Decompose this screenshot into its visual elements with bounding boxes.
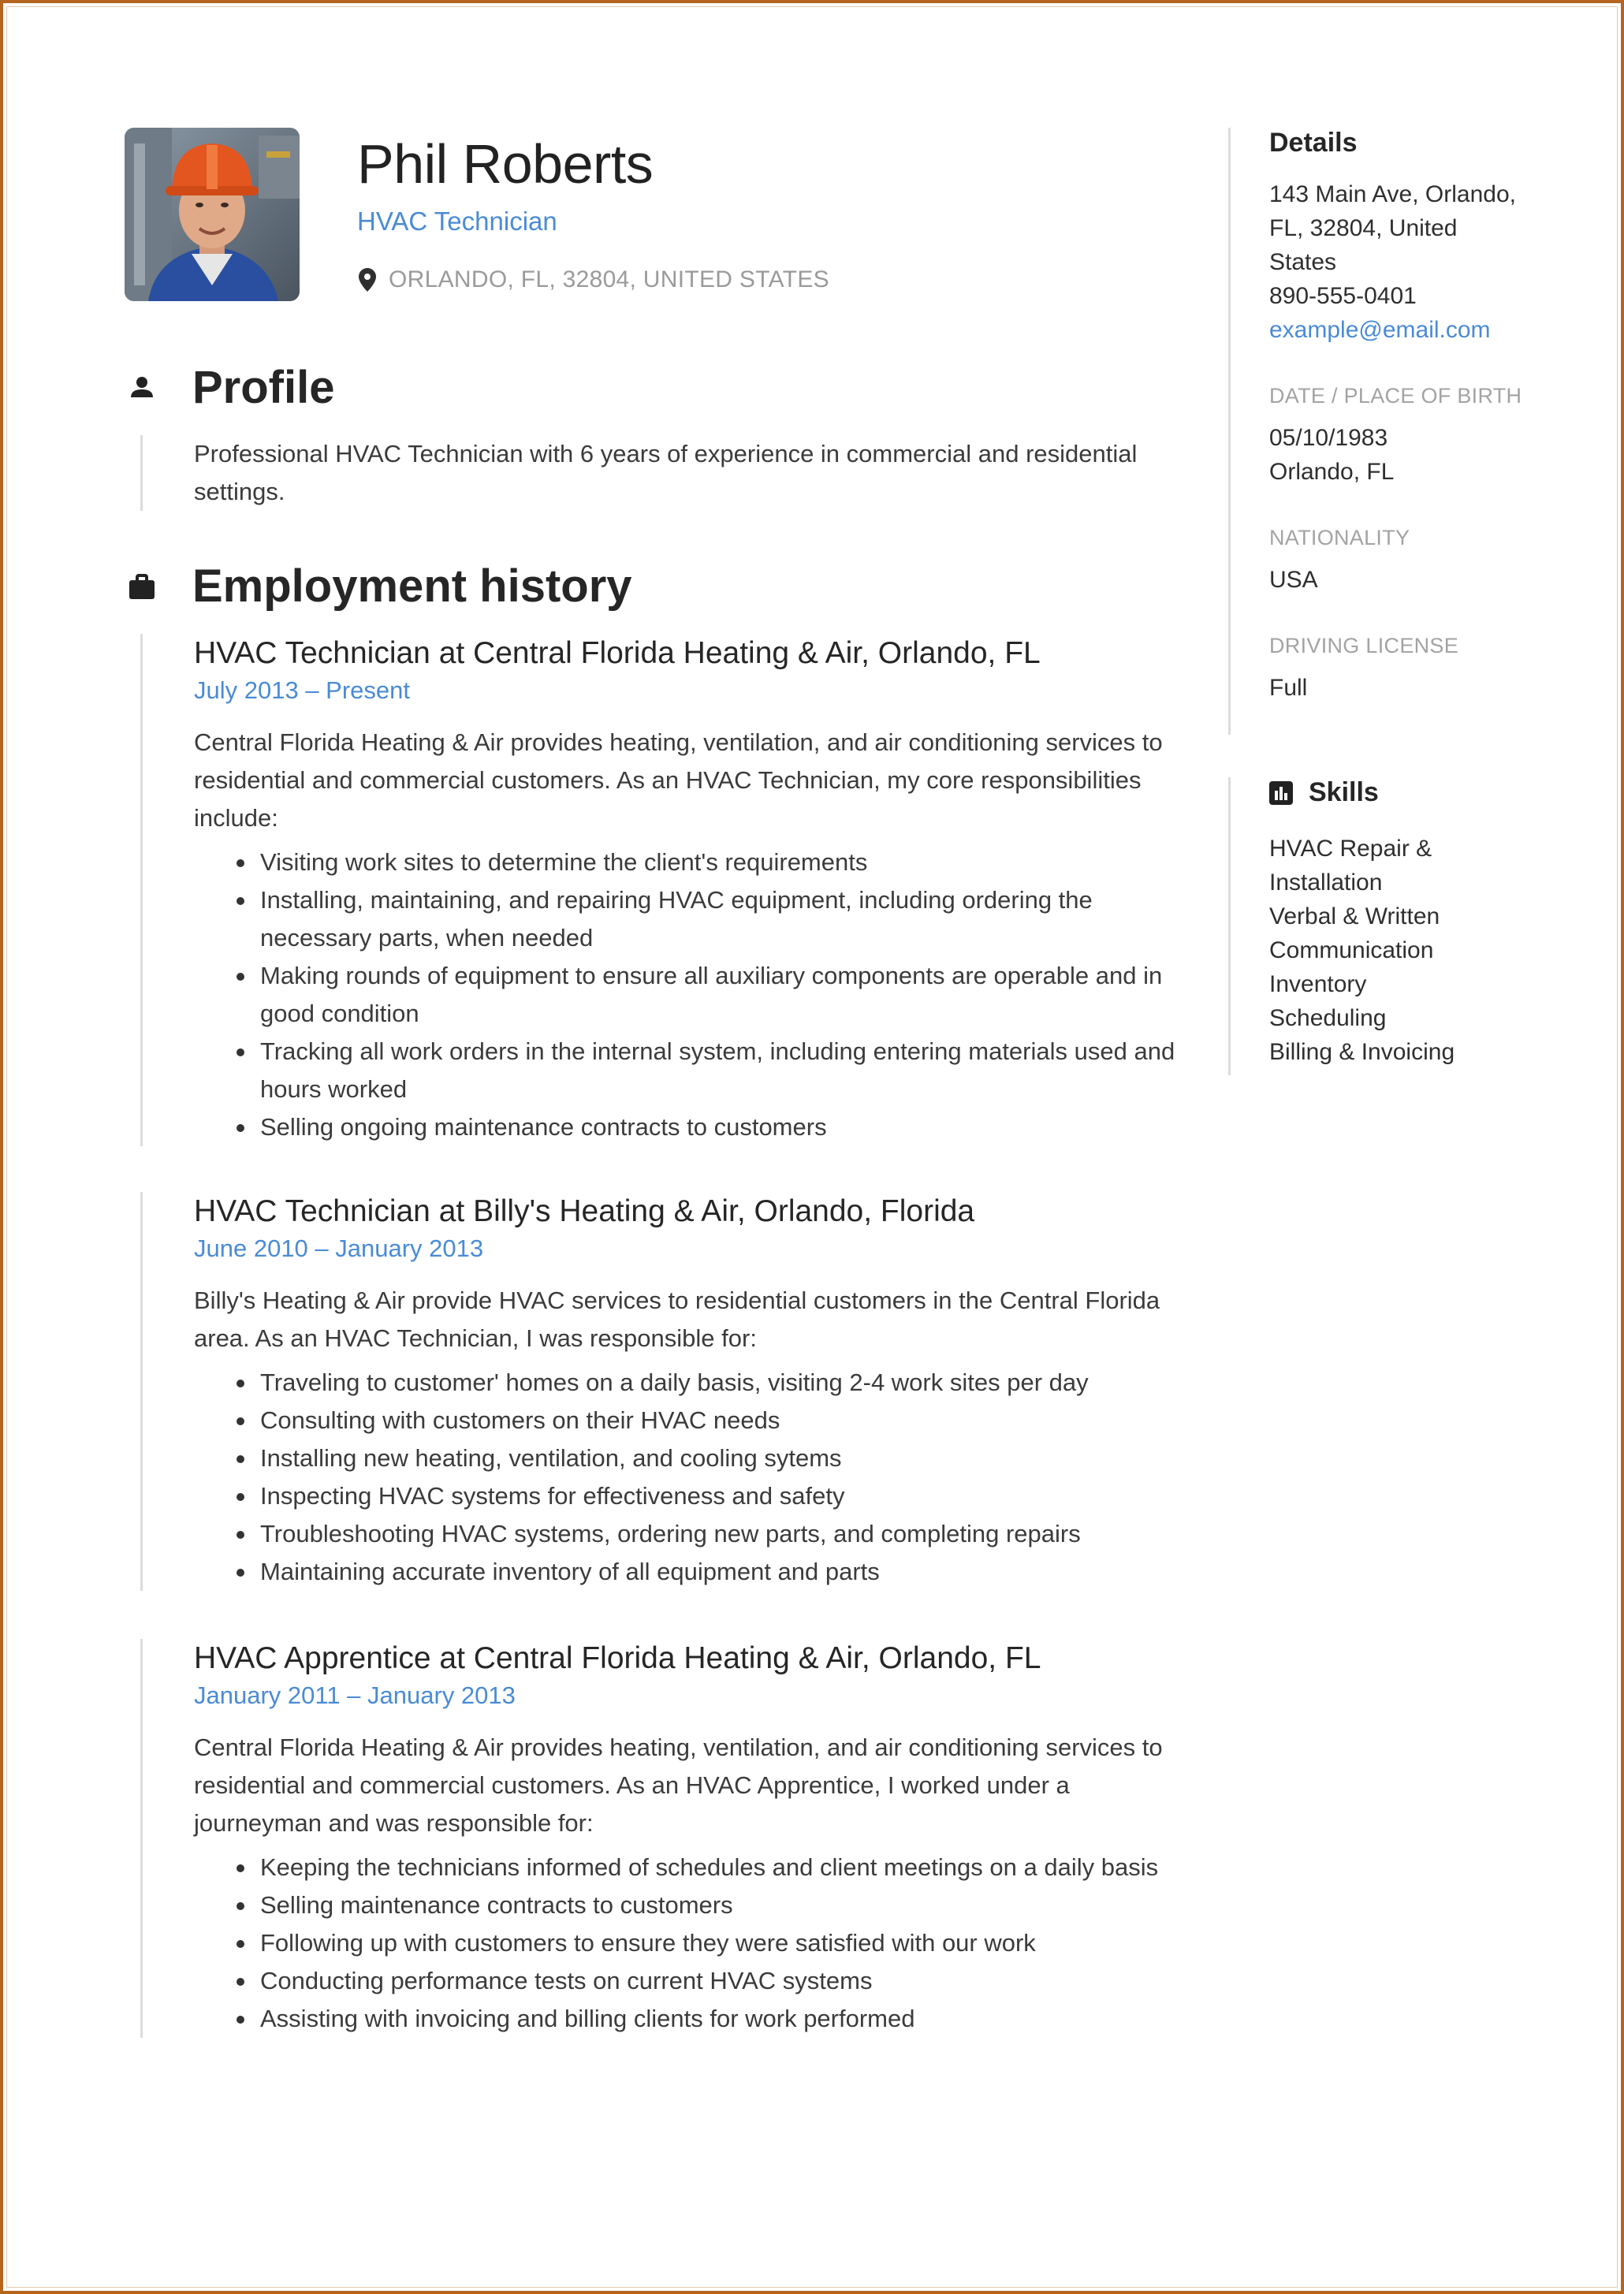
skills-header	[1269, 777, 1585, 808]
skill-item: Verbal & Written	[1269, 903, 1440, 929]
profile-title: Profile	[192, 362, 335, 413]
list-item: Installing new heating, ventilation, and cooling sytems	[194, 1439, 1181, 1477]
job-description: Billy's Heating & Air provide HVAC services to residential customers in the Central Florida area. As an HVAC Technician, I was responsible for:	[194, 1287, 1160, 1352]
list-item: Conducting performance tests on current HVAC systems	[194, 1962, 1181, 2000]
briefcase-icon	[126, 571, 158, 602]
list-item: Inspecting HVAC systems for effectiveness and safety	[194, 1477, 1181, 1515]
address-line: FL, 32804, United	[1269, 215, 1458, 241]
profile-section-header	[126, 361, 335, 414]
skill-item: Inventory	[1269, 971, 1367, 997]
job-responsibilities	[194, 843, 1181, 1146]
address-line: States	[1269, 249, 1337, 275]
nationality-value: USA	[1269, 567, 1318, 593]
list-item: Making rounds of equipment to ensure all auxiliary components are operable and in good condition	[194, 957, 1181, 1033]
list-item: Visiting work sites to determine the client's requirements	[194, 843, 1181, 881]
skills-divider	[1228, 777, 1231, 1075]
email-link[interactable]: example@email.com	[1269, 317, 1491, 343]
location-text: ORLANDO, FL, 32804, UNITED STATES	[389, 266, 829, 292]
employment-title: Employment history	[192, 560, 632, 612]
location-pin-icon	[359, 268, 376, 292]
skill-item: Installation	[1269, 870, 1383, 896]
birth-label: DATE / PLACE OF BIRTH	[1269, 384, 1522, 408]
job-heading: HVAC Apprentice at Central Florida Heating & Air, Orlando, FL	[194, 1641, 1041, 1675]
job-description: Central Florida Heating & Air provides heating, ventilation, and air conditioning services to residential and commercial customers. As an HVAC Technician, my core responsibilities include:	[194, 728, 1163, 832]
list-item: Following up with customers to ensure they were satisfied with our work	[194, 1924, 1181, 1962]
phone-number: 890-555-0401	[1269, 283, 1417, 309]
license-value: Full	[1269, 675, 1308, 701]
details-divider	[1228, 128, 1231, 735]
person-icon	[126, 372, 158, 404]
job-entry-1	[140, 634, 1181, 1146]
job-entry-2	[140, 1192, 1181, 1591]
profile-summary: Professional HVAC Technician with 6 years of experience in commercial and residential settings.	[194, 440, 1138, 505]
job-description: Central Florida Heating & Air provides heating, ventilation, and air conditioning services to residential and commercial customers. As an HVAC Apprentice, I worked under a journeyman and was responsible for:	[194, 1734, 1163, 1837]
skills-panel	[1269, 777, 1585, 1069]
license-label: DRIVING LICENSE	[1269, 634, 1459, 657]
skill-item: HVAC Repair &	[1269, 836, 1432, 862]
profile-photo	[125, 128, 300, 301]
skill-item: Billing & Invoicing	[1269, 1039, 1455, 1065]
job-heading: HVAC Technician at Billy's Heating & Air, Orlando, Florida	[194, 1194, 975, 1228]
list-item: Installing, maintaining, and repairing HVAC equipment, including ordering the necessary parts, when needed	[194, 881, 1181, 957]
profile-block	[140, 435, 1181, 511]
list-item: Consulting with customers on their HVAC needs	[194, 1402, 1181, 1439]
employment-section-header	[126, 560, 632, 613]
job-entry-3	[140, 1639, 1181, 2038]
job-responsibilities	[194, 1849, 1181, 2038]
skill-item: Scheduling	[1269, 1005, 1387, 1031]
job-dates: July 2013 – Present	[194, 676, 411, 704]
candidate-job-title: HVAC Technician	[357, 207, 557, 236]
job-dates: January 2011 – January 2013	[194, 1681, 516, 1709]
list-item: Selling ongoing maintenance contracts to customers	[194, 1108, 1181, 1146]
list-item: Traveling to customer' homes on a daily basis, visiting 2-4 work sites per day	[194, 1364, 1181, 1402]
list-item: Selling maintenance contracts to customers	[194, 1886, 1181, 1924]
bar-chart-icon	[1269, 781, 1293, 805]
nationality-label: NATIONALITY	[1269, 526, 1410, 549]
address-line: 143 Main Ave, Orlando,	[1269, 181, 1516, 207]
list-item: Keeping the technicians informed of schedules and client meetings on a daily basis	[194, 1849, 1181, 1886]
list-item: Maintaining accurate inventory of all equipment and parts	[194, 1553, 1181, 1591]
worker-portrait-image	[125, 128, 300, 301]
list-item: Troubleshooting HVAC systems, ordering new parts, and completing repairs	[194, 1515, 1181, 1553]
skill-item: Communication	[1269, 937, 1434, 963]
job-heading: HVAC Technician at Central Florida Heating & Air, Orlando, FL	[194, 636, 1041, 670]
candidate-name: Phil Roberts	[357, 133, 654, 195]
skills-title: Skills	[1309, 777, 1379, 807]
birth-date: 05/10/1983	[1269, 425, 1388, 451]
job-dates: June 2010 – January 2013	[194, 1235, 484, 1262]
candidate-location	[359, 266, 829, 293]
details-title: Details	[1269, 128, 1358, 158]
birth-place: Orlando, FL	[1269, 459, 1395, 485]
list-item: Tracking all work orders in the internal system, including entering materials used and hours worked	[194, 1033, 1181, 1108]
job-responsibilities	[194, 1364, 1181, 1591]
details-panel	[1269, 128, 1585, 705]
list-item: Assisting with invoicing and billing clients for work performed	[194, 2000, 1181, 2038]
